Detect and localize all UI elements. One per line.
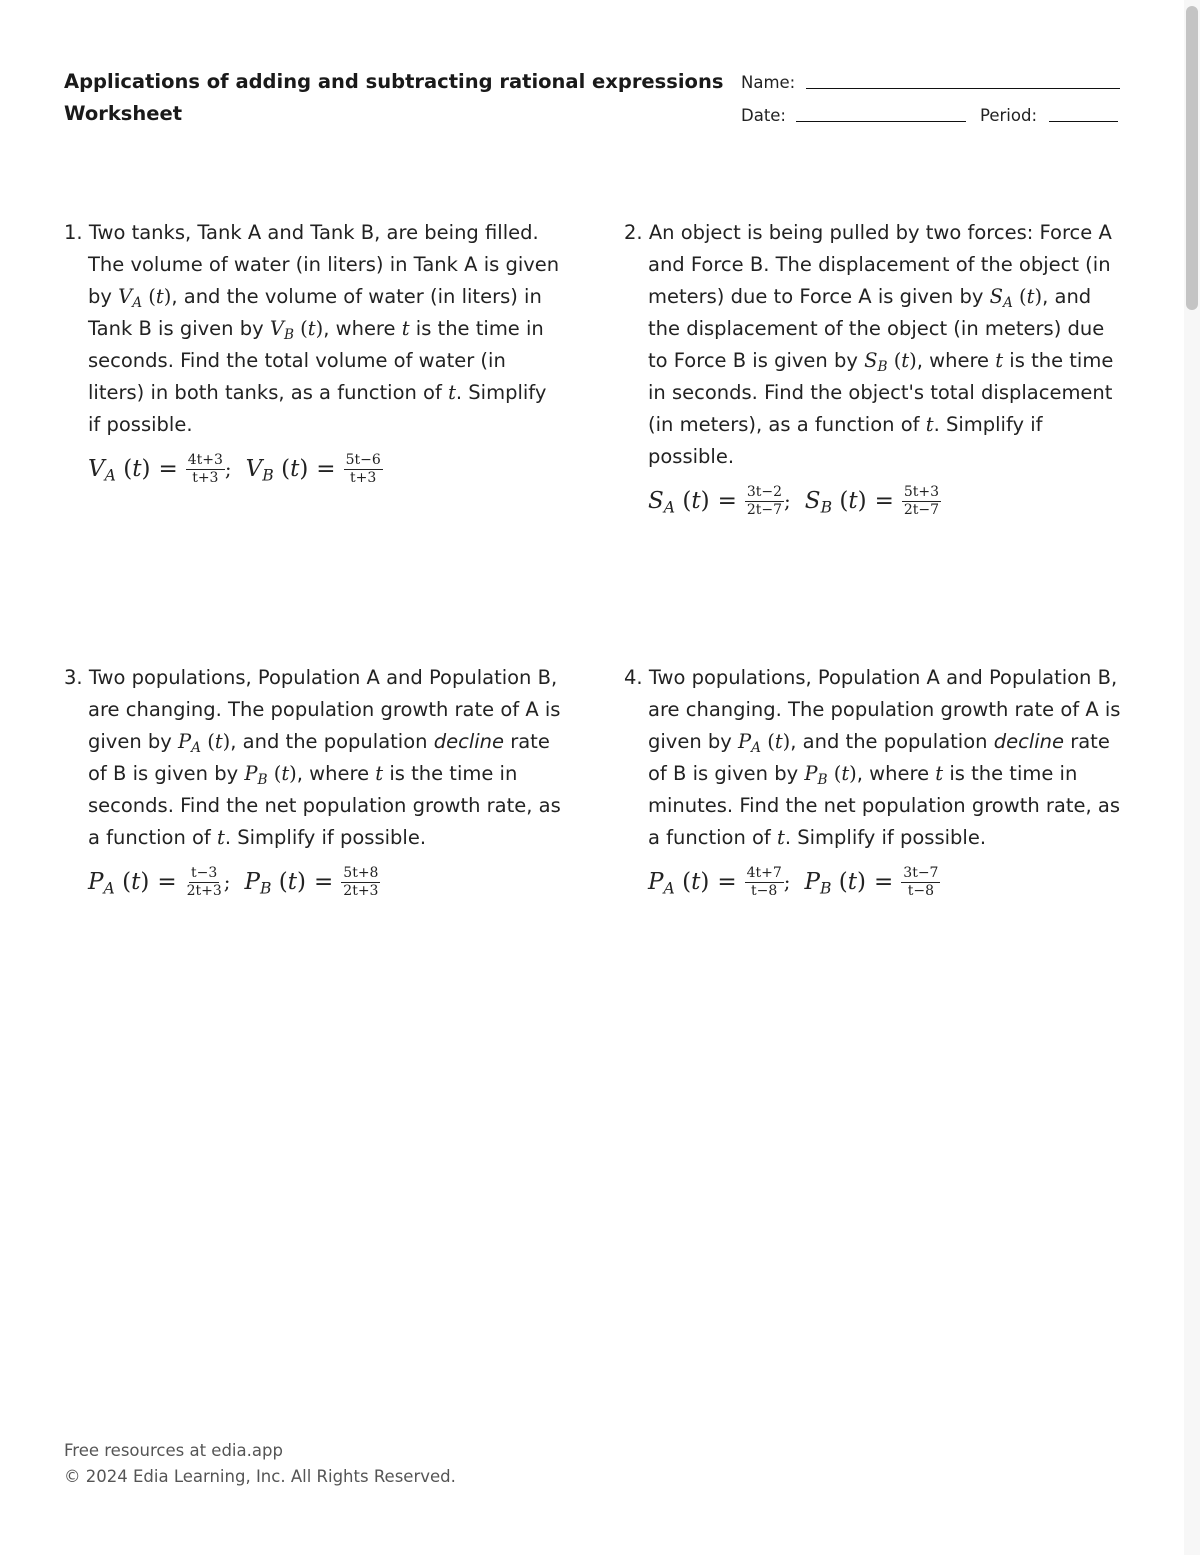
function-b: $P_B$ <box>244 762 268 788</box>
fraction-b: $\frac{5t+8}{2t+3}$ <box>343 864 379 899</box>
fraction-b: $\frac{3t-7}{t-8}$ <box>903 864 939 899</box>
given-functions: $S_A$ (t) = $\frac{3t-2}{2t-7}$ ; $S_B$ (t) = $\frac{5t+3}{2t-7}$ <box>648 483 940 518</box>
problem-3 <box>64 662 564 902</box>
problem-number: 2. <box>624 221 643 244</box>
problem-1 <box>64 217 564 489</box>
function-a: $S_A$ <box>989 285 1013 311</box>
fraction-a: $\frac{4t+3}{t+3}$ <box>187 451 223 486</box>
title-line-1: Applications of adding and subtracting rational expressions <box>64 70 724 93</box>
vertical-scrollbar[interactable] <box>1184 0 1200 1555</box>
function-b: $S_B$ <box>864 349 888 375</box>
worksheet-title <box>64 66 724 130</box>
footer <box>64 1438 456 1490</box>
date-line[interactable] <box>796 121 966 122</box>
function-b: $V_B$ <box>269 317 294 343</box>
problem-text: 1. Two tanks, Tank A and Tank B, are being filled. The volume of water (in liters) in Tank A is given by $V_A$ (t), and the volume of water (in liters) in Tank B is given by $V_B$ (t), where t is the time in seconds. Find the total volume of water (in liters) in both tanks, as a function of t. Simplify if possible. <box>64 221 560 436</box>
function-a: $P_A$ <box>738 730 761 756</box>
given-functions: $P_A$ (t) = $\frac{4t+7}{t-8}$ ; $P_B$ (t) = $\frac{3t-7}{t-8}$ <box>648 864 939 899</box>
name-label: Name: <box>741 73 796 92</box>
problem-4 <box>624 662 1124 902</box>
problem-2 <box>624 217 1124 521</box>
problem-text: 2. An object is being pulled by two forces: Force A and Force B. The displacement of the object (in meters) due to Force A is given by $S_A$ (t), and the displacement of the object (in meters) due to Force B is given by $S_B$ (t), where t is the time in seconds. Find the object's total displacement (in meters), as a function of t. Simplify if possible. <box>624 221 1114 468</box>
date-label: Date: <box>741 106 786 125</box>
footer-resources-link[interactable]: Free resources at edia.app <box>64 1441 283 1460</box>
period-line[interactable] <box>1049 121 1118 122</box>
problem-text: 4. Two populations, Population A and Population B, are changing. The population growth rate of A is given by $P_A$ (t), and the population decline rate of B is given by $P_B$ (t), where t is the time in minutes. Find the net population growth rate, as a function of t. Simplify if possible. <box>624 666 1121 849</box>
scrollbar-thumb[interactable] <box>1186 6 1198 310</box>
function-a: $P_A$ <box>178 730 201 756</box>
fraction-a: $\frac{3t-2}{2t-7}$ <box>746 483 783 518</box>
title-line-2: Worksheet <box>64 102 183 125</box>
name-line[interactable] <box>806 88 1120 89</box>
problem-number: 1. <box>64 221 83 244</box>
problem-number: 4. <box>624 666 643 689</box>
fraction-a: $\frac{t-3}{2t+3}$ <box>186 864 222 899</box>
function-b: $P_B$ <box>804 762 828 788</box>
footer-copyright: © 2024 Edia Learning, Inc. All Rights Reserved. <box>64 1467 456 1486</box>
fraction-b: $\frac{5t-6}{t+3}$ <box>345 451 381 486</box>
function-a: $V_A$ <box>118 285 143 311</box>
given-functions: $P_A$ (t) = $\frac{t-3}{2t+3}$ ; $P_B$ (t) = $\frac{5t+8}{2t+3}$ <box>88 864 379 899</box>
fraction-b: $\frac{5t+3}{2t-7}$ <box>903 483 940 518</box>
fraction-a: $\frac{4t+7}{t-8}$ <box>746 864 782 899</box>
problem-number: 3. <box>64 666 83 689</box>
problem-text: 3. Two populations, Population A and Population B, are changing. The population growth rate of A is given by $P_A$ (t), and the population decline rate of B is given by $P_B$ (t), where t is the time in seconds. Find the net population growth rate, as a function of t. Simplify if possible. <box>64 666 561 849</box>
given-functions: $V_A$ (t) = $\frac{4t+3}{t+3}$ ; $V_B$ (t) = $\frac{5t-6}{t+3}$ <box>88 451 381 486</box>
period-label: Period: <box>980 106 1038 125</box>
